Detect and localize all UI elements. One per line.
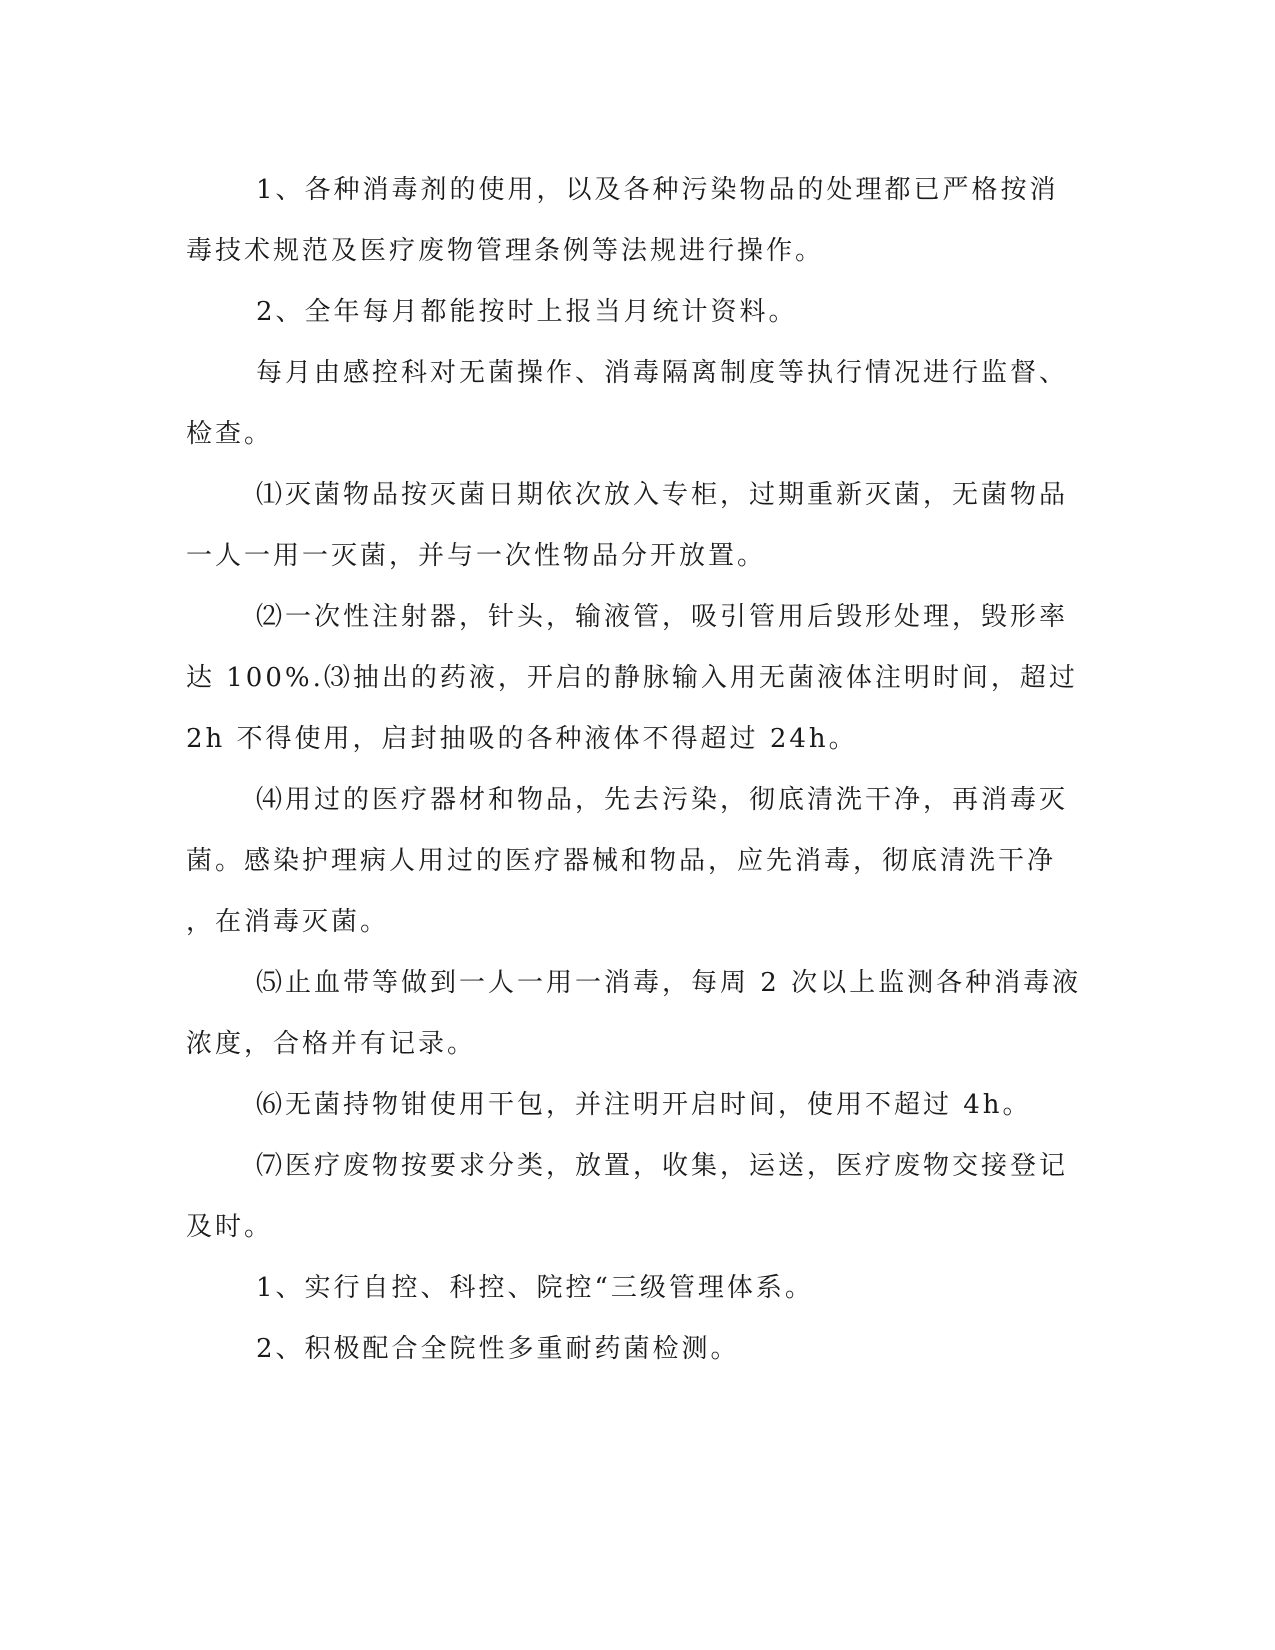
text-line: 达 100%.⑶抽出的药液，开启的静脉输入用无菌液体注明时间，超过 — [186, 663, 1078, 693]
text-line: 每月由感控科对无菌操作、消毒隔离制度等执行情况进行监督、 — [256, 358, 1069, 388]
paragraph-item-2-3-disposables — [186, 587, 1078, 770]
paragraph-three-level-management — [186, 1258, 1066, 1319]
paragraph-item-4-used-equipment — [186, 770, 1069, 953]
paragraph-item-7-medical-waste — [186, 1136, 1069, 1258]
text-line: 2、全年每月都能按时上报当月统计资料。 — [256, 297, 798, 327]
paragraph-monthly-inspection — [186, 343, 1069, 465]
text-line: 检查。 — [186, 419, 274, 449]
text-line: ，在消毒灭菌。 — [186, 907, 390, 937]
text-line: 浓度，合格并有记录。 — [186, 1029, 477, 1059]
text-line: 2h 不得使用，启封抽吸的各种液体不得超过 24h。 — [186, 724, 858, 754]
text-line: ⑹无菌持物钳使用干包，并注明开启时间，使用不超过 4h。 — [256, 1090, 1032, 1120]
paragraph-monthly-report — [186, 282, 1066, 343]
paragraph-item-6-forceps — [186, 1075, 1066, 1136]
text-line: 2、积极配合全院性多重耐药菌检测。 — [256, 1334, 740, 1364]
text-line: 1、各种消毒剂的使用，以及各种污染物品的处理都已严格按消 — [256, 175, 1059, 205]
text-line: ⑸止血带等做到一人一用一消毒，每周 2 次以上监测各种消毒液 — [256, 968, 1082, 998]
document-body — [186, 160, 1082, 1380]
text-line: 1、实行自控、科控、院控“三级管理体系。 — [256, 1273, 814, 1303]
text-line: 菌。感染护理病人用过的医疗器械和物品，应先消毒，彻底清洗干净 — [186, 846, 1057, 876]
text-line: 及时。 — [186, 1212, 274, 1242]
text-line: ⑴灭菌物品按灭菌日期依次放入专柜，过期重新灭菌，无菌物品 — [256, 480, 1069, 510]
text-line: ⑺医疗废物按要求分类，放置，收集，运送，医疗废物交接登记 — [256, 1151, 1069, 1181]
paragraph-disinfectant-usage — [186, 160, 1066, 282]
text-line: ⑵一次性注射器，针头，输液管，吸引管用后毁形处理，毁形率 — [256, 602, 1069, 632]
paragraph-item-1-sterile-items — [186, 465, 1069, 587]
paragraph-mdro-detection — [186, 1319, 1066, 1380]
text-line: ⑷用过的医疗器材和物品，先去污染，彻底清洗干净，再消毒灭 — [256, 785, 1069, 815]
text-line: 毒技术规范及医疗废物管理条例等法规进行操作。 — [186, 236, 825, 266]
text-line: 一人一用一灭菌，并与一次性物品分开放置。 — [186, 541, 767, 571]
paragraph-item-5-tourniquet — [186, 953, 1082, 1075]
